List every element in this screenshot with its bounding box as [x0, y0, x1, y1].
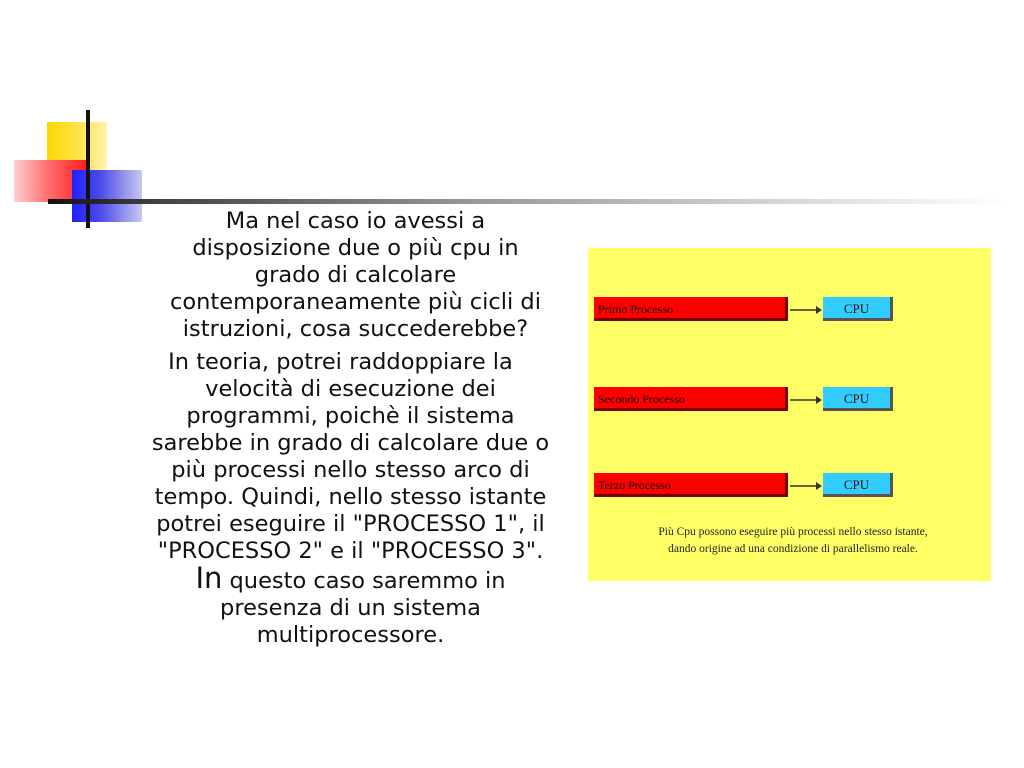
- cpu-box-2: CPU: [823, 387, 893, 411]
- cpu-box-3: CPU: [823, 473, 893, 497]
- answer-main-text: In teoria, potrei raddoppiare la velocità di esecuzione dei programmi, poichè il sistema sarebbe in grado di calcolare due o più processi nello stesso arco di tempo. Quindi, nello stesso istante potrei eseguire il "PROCESSO 1", il "PROCESSO 2" e il "PROCESSO 3".: [151, 349, 550, 564]
- answer-large-word: In: [195, 561, 223, 595]
- answer-tail-text: questo caso saremmo in presenza di un sistema multiprocessore.: [220, 568, 506, 648]
- cpu-box-1: CPU: [823, 297, 893, 321]
- process-box-3: Terzo Processo: [594, 473, 788, 497]
- body-text: [128, 208, 553, 655]
- title-divider-line: [48, 199, 1008, 204]
- paragraph-answer: [128, 349, 553, 649]
- process-box-2: Secondo Processo: [594, 387, 788, 411]
- multiprocessor-diagram: [588, 248, 991, 581]
- arrow-icon: [790, 395, 822, 405]
- arrow-icon: [790, 481, 822, 491]
- arrow-icon: [790, 305, 822, 315]
- process-box-1: Primo Processo: [594, 297, 788, 321]
- paragraph-question: Ma nel caso io avessi a disposizione due o più cpu in grado di calcolare contemporaneamente più cicli di istruzioni, cosa succederebbe?: [170, 208, 541, 342]
- diagram-caption: Più Cpu possono eseguire più processi nello stesso istante, dando origine ad una condizione di parallelismo reale.: [658, 526, 928, 555]
- vertical-line-decoration: [86, 110, 90, 228]
